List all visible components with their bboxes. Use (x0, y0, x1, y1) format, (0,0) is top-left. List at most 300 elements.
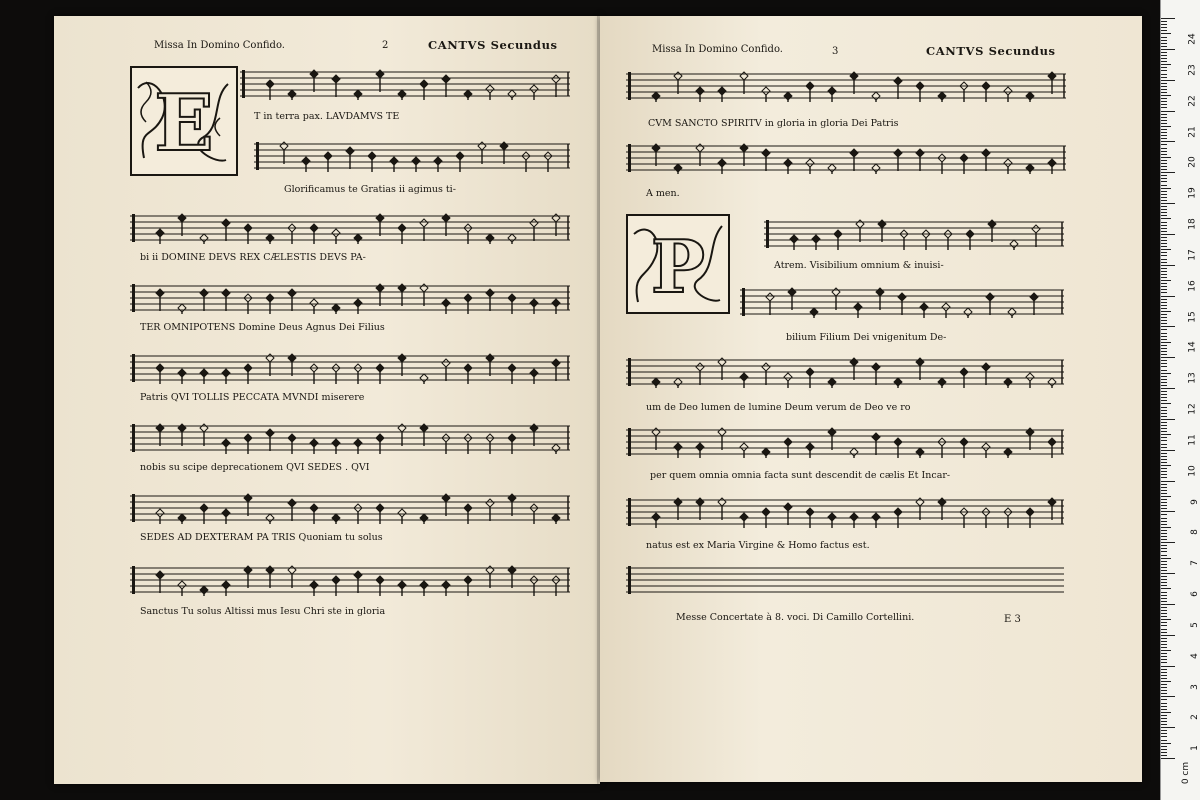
ruler-tick (1161, 148, 1167, 149)
left-page (54, 16, 600, 784)
note-mark (812, 235, 820, 250)
note-mark (310, 439, 318, 454)
note-mark (850, 513, 858, 528)
ruler-tick (1161, 403, 1171, 404)
lyric-line-2: Glorificamus te Gratias ii agimus ti- (284, 184, 456, 195)
ruler-tick (1161, 758, 1175, 759)
ruler-tick (1161, 604, 1175, 605)
note-mark (718, 159, 726, 174)
ruler-tick (1161, 592, 1167, 593)
clef-mark (628, 358, 631, 386)
note-mark (740, 513, 748, 528)
ruler-tick (1161, 625, 1167, 626)
ruler-tick (1161, 462, 1167, 463)
note-mark (420, 514, 428, 524)
ruler-tick (1161, 246, 1167, 247)
note-mark (806, 159, 814, 174)
ruler-tick (1161, 360, 1167, 361)
ruler-tick (1161, 709, 1167, 710)
ruler-tick (1161, 706, 1167, 707)
ruler-tick (1161, 690, 1167, 691)
ruler-tick (1161, 292, 1167, 293)
staff-2 (254, 140, 570, 172)
ruler-tick (1161, 64, 1171, 65)
ruler-tick (1161, 693, 1167, 694)
note-mark (916, 498, 924, 520)
staff-3 (130, 212, 570, 244)
ruler-tick (1161, 209, 1167, 210)
ruler-tick (1161, 394, 1167, 395)
ruler-number: 14 (1187, 341, 1198, 354)
ruler-tick (1161, 419, 1175, 420)
ruler-tick (1161, 573, 1175, 574)
ruler-tick (1161, 329, 1167, 330)
ruler-tick (1161, 407, 1167, 408)
note-mark (784, 159, 792, 174)
note-mark (740, 144, 748, 166)
note-mark (508, 234, 516, 244)
note-mark (464, 90, 472, 100)
ruler-tick (1161, 203, 1175, 204)
note-mark (828, 428, 836, 450)
ruler-tick (1161, 129, 1167, 130)
note-mark (178, 424, 186, 446)
ruler-tick (1161, 357, 1175, 358)
ruler-tick (1161, 468, 1167, 469)
note-mark (530, 424, 538, 446)
ruler-tick (1161, 317, 1167, 318)
note-mark (762, 149, 770, 171)
ruler-tick (1161, 225, 1167, 226)
lyric-line-r3: Atrem. Visibilium omnium & inuisi- (774, 260, 944, 271)
ruler-tick (1161, 70, 1167, 71)
ruler-tick (1161, 413, 1167, 414)
note-mark (398, 509, 406, 524)
ruler-tick (1161, 474, 1167, 475)
ruler-tick (1161, 548, 1167, 549)
signature-mark: E 3 (1004, 614, 1021, 625)
ruler-tick (1161, 555, 1167, 556)
note-mark (942, 303, 950, 318)
note-mark (938, 378, 946, 388)
left-header-part: CANTVS Secundus (428, 38, 558, 52)
ruler-tick (1161, 376, 1167, 377)
lyric-line-8: Sanctus Tu solus Altissi mus Iesu Chri ste in gloria (140, 606, 386, 617)
note-mark (718, 428, 726, 450)
note-mark (354, 571, 362, 593)
note-mark (872, 433, 880, 455)
ruler-tick (1161, 206, 1167, 207)
ruler-tick (1161, 237, 1167, 238)
note-mark (652, 92, 660, 102)
ruler-tick (1161, 255, 1167, 256)
ruler-tick (1161, 629, 1167, 630)
ruler-tick (1161, 259, 1167, 260)
ruler-tick (1161, 703, 1167, 704)
note-mark (1004, 448, 1012, 458)
ruler-tick (1161, 178, 1167, 179)
ruler-tick (1161, 712, 1171, 713)
note-mark (376, 70, 384, 92)
ruler-tick (1161, 397, 1167, 398)
ornament-icon (132, 68, 236, 174)
ruler-tick (1161, 40, 1167, 41)
note-mark (1026, 164, 1034, 174)
ruler-number: 11 (1187, 434, 1198, 446)
ruler-tick (1161, 197, 1167, 198)
note-mark (376, 284, 384, 306)
ruler-tick (1161, 379, 1167, 380)
ruler-tick (1161, 289, 1167, 290)
ruler-tick (1161, 382, 1167, 383)
ruler-tick (1161, 496, 1171, 497)
note-mark (266, 234, 274, 244)
note-mark (696, 443, 704, 458)
clef-mark (132, 424, 135, 452)
note-mark (850, 72, 858, 94)
ruler-tick (1161, 613, 1167, 614)
note-mark (442, 299, 450, 314)
note-mark (982, 149, 990, 171)
note-mark (178, 369, 186, 384)
note-mark (806, 443, 814, 458)
note-mark (718, 358, 726, 380)
note-mark (442, 214, 450, 236)
note-mark (784, 92, 792, 102)
note-mark (986, 293, 994, 315)
note-mark (434, 157, 442, 172)
clef-mark (242, 70, 245, 98)
ruler-tick (1161, 416, 1167, 417)
ruler-tick (1161, 632, 1167, 633)
note-mark (718, 498, 726, 520)
ruler-tick (1161, 527, 1171, 528)
ruler-tick (1161, 348, 1167, 349)
ruler-tick (1161, 86, 1167, 87)
staff-r1 (626, 70, 1066, 102)
lyric-line-4: TER OMNIPOTENS Domine Deus Agnus Dei Filius (140, 322, 385, 333)
ruler-tick (1161, 302, 1167, 303)
ruler-tick (1161, 27, 1167, 28)
ruler-tick (1161, 277, 1167, 278)
ruler-tick (1161, 243, 1167, 244)
note-mark (784, 373, 792, 388)
note-mark (486, 566, 494, 588)
ruler-unit: 0 cm (1180, 761, 1191, 785)
note-mark (222, 581, 230, 596)
lyric-line-1: T in terra pax. LAVDAMVS TE (254, 111, 400, 122)
ruler-tick (1161, 736, 1167, 737)
decorated-initial-p (626, 214, 730, 314)
lyric-line-5: Patris QVI TOLLIS PECCATA MVNDI miserere (140, 392, 365, 403)
note-mark (244, 494, 252, 516)
note-mark (696, 87, 704, 102)
ruler-tick (1161, 342, 1171, 343)
ruler-tick (1161, 320, 1167, 321)
ruler-number: 3 (1190, 683, 1200, 690)
ruler-tick (1161, 144, 1167, 145)
note-mark (200, 289, 208, 311)
ruler-tick (1161, 24, 1167, 25)
ruler-tick (1161, 656, 1167, 657)
ruler-tick (1161, 222, 1167, 223)
note-mark (832, 288, 840, 310)
note-mark (178, 214, 186, 236)
clef-mark (766, 220, 769, 248)
ruler-tick (1161, 212, 1167, 213)
left-page-number: 2 (382, 40, 389, 51)
clef-mark (132, 494, 135, 522)
decorated-initial-e (130, 66, 238, 176)
ruler-tick (1161, 453, 1167, 454)
svg-text:P: P (650, 224, 706, 309)
ruler-tick (1161, 228, 1167, 229)
ruler-number: 13 (1187, 372, 1198, 384)
lyric-line-r1: CVM SANCTO SPIRITV in gloria in gloria Dei Patris (648, 118, 899, 129)
note-mark (420, 374, 428, 384)
staff-r5 (626, 356, 1064, 388)
note-mark (354, 439, 362, 454)
ornament-icon (628, 216, 728, 312)
ruler-tick (1161, 582, 1167, 583)
ruler-tick (1161, 681, 1171, 682)
ruler-tick (1161, 551, 1167, 552)
note-mark (442, 494, 450, 516)
ruler-tick (1161, 172, 1175, 173)
ruler-tick (1161, 521, 1167, 522)
note-mark (652, 428, 660, 450)
note-mark (442, 581, 450, 596)
note-mark (354, 299, 362, 314)
note-mark (894, 378, 902, 388)
note-mark (718, 87, 726, 102)
note-mark (674, 164, 682, 174)
ruler-tick (1161, 185, 1167, 186)
ruler-tick (1161, 616, 1167, 617)
ruler-tick (1161, 440, 1167, 441)
ruler-tick (1161, 391, 1167, 392)
note-mark (178, 514, 186, 524)
staff-5 (130, 352, 570, 384)
ruler-tick (1161, 46, 1167, 47)
ruler-tick (1161, 385, 1167, 386)
clef-mark (628, 72, 631, 100)
ruler-tick (1161, 111, 1175, 112)
note-mark (1048, 159, 1056, 174)
ruler-tick (1161, 55, 1167, 56)
ruler-tick (1161, 502, 1167, 503)
note-mark (1048, 498, 1056, 520)
note-mark (266, 514, 274, 524)
note-mark (266, 566, 274, 588)
note-mark (1026, 428, 1034, 450)
note-mark (552, 299, 560, 314)
ruler-tick (1161, 755, 1167, 756)
note-mark (178, 581, 186, 596)
ruler-tick (1161, 431, 1167, 432)
ruler-tick (1161, 524, 1167, 525)
ruler-tick (1161, 539, 1167, 540)
clef-mark (132, 566, 135, 594)
ruler-tick (1161, 52, 1167, 53)
ruler-tick (1161, 465, 1171, 466)
note-mark (222, 289, 230, 311)
ruler-tick (1161, 326, 1175, 327)
ruler-number: 12 (1187, 403, 1198, 415)
note-mark (790, 235, 798, 250)
ruler-tick (1161, 30, 1167, 31)
ruler-tick (1161, 123, 1167, 124)
note-mark (876, 288, 884, 310)
note-mark (696, 498, 704, 520)
note-mark (222, 369, 230, 384)
ruler-tick (1161, 280, 1171, 281)
note-mark (872, 164, 880, 174)
ruler-tick (1161, 721, 1167, 722)
ruler-tick (1161, 83, 1167, 84)
ruler-tick (1161, 49, 1175, 50)
note-mark (398, 90, 406, 100)
note-mark (916, 358, 924, 380)
ruler-tick (1161, 450, 1175, 451)
note-mark (420, 581, 428, 596)
ruler-tick (1161, 669, 1167, 670)
note-mark (500, 142, 508, 164)
ruler-tick (1161, 181, 1167, 182)
ruler-tick (1161, 530, 1167, 531)
ruler-tick (1161, 200, 1167, 201)
note-mark (1026, 92, 1034, 102)
note-mark (376, 214, 384, 236)
note-mark (1004, 159, 1012, 174)
ruler-number: 6 (1190, 591, 1200, 597)
left-header-title: Missa In Domino Confido. (154, 40, 285, 51)
ruler-number: 22 (1187, 94, 1198, 107)
clef-mark (628, 566, 631, 594)
ruler-number: 9 (1190, 498, 1200, 505)
ruler-tick (1161, 299, 1167, 300)
note-mark (244, 566, 252, 588)
note-mark (398, 424, 406, 446)
ruler-tick (1161, 422, 1167, 423)
note-mark (898, 293, 906, 315)
ruler-tick (1161, 21, 1167, 22)
clef-mark (742, 288, 745, 316)
ruler-tick (1161, 595, 1167, 596)
ruler-tick (1161, 336, 1167, 337)
ruler-tick (1161, 514, 1167, 515)
ruler-tick (1161, 104, 1167, 105)
ruler-tick (1161, 169, 1167, 170)
ruler-tick (1161, 400, 1167, 401)
staff-4 (130, 282, 570, 314)
note-mark (200, 586, 208, 596)
note-mark (1048, 72, 1056, 94)
note-mark (1008, 308, 1016, 318)
ruler-tick (1161, 499, 1167, 500)
colophon: Messe Concertate à 8. voci. Di Camillo Cortellini. (676, 612, 915, 623)
ruler-tick (1161, 622, 1167, 623)
ruler-tick (1161, 339, 1167, 340)
ruler-number: 20 (1187, 156, 1198, 169)
ruler-tick (1161, 410, 1167, 411)
note-mark (894, 149, 902, 171)
ruler-tick (1161, 508, 1167, 509)
ruler-tick (1161, 743, 1171, 744)
note-mark (740, 373, 748, 388)
ruler-tick (1161, 687, 1167, 688)
note-mark (784, 503, 792, 525)
ruler-tick (1161, 265, 1175, 266)
ruler-number: 5 (1190, 621, 1200, 628)
ruler-tick (1161, 570, 1167, 571)
note-mark (878, 220, 886, 242)
lyric-line-6: nobis su scipe deprecationem QVI SEDES . QVI (140, 462, 370, 473)
ruler-tick (1161, 675, 1167, 676)
note-mark (674, 443, 682, 458)
ruler-tick (1161, 635, 1175, 636)
ruler-tick (1161, 644, 1167, 645)
ruler-number: 10 (1187, 464, 1198, 477)
ruler-tick (1161, 447, 1167, 448)
note-mark (288, 499, 296, 521)
ruler-number: 18 (1187, 218, 1198, 230)
ruler-tick (1161, 610, 1167, 611)
ruler-tick (1161, 37, 1167, 38)
ruler-tick (1161, 98, 1167, 99)
note-mark (332, 75, 340, 97)
note-mark (390, 157, 398, 172)
note-mark (938, 498, 946, 520)
lyric-line-r4: bilium Filium Dei vnigenitum De- (786, 332, 947, 343)
ruler-tick (1161, 434, 1171, 435)
clef-mark (628, 498, 631, 526)
ruler-tick (1161, 308, 1167, 309)
ruler-tick (1161, 484, 1167, 485)
ruler-tick (1161, 696, 1175, 697)
ruler-tick (1161, 61, 1167, 62)
lyric-line-r5: um de Deo lumen de lumine Deum verum de Deo ve ro (646, 402, 911, 413)
ruler-tick (1161, 231, 1167, 232)
note-mark (552, 444, 560, 454)
note-mark (872, 92, 880, 102)
ruler-tick (1161, 542, 1175, 543)
ruler-number: 15 (1187, 310, 1198, 323)
right-page (600, 16, 1142, 782)
lyric-line-r6: per quem omnia omnia facta sunt descendit de cælis Et Incar- (650, 470, 951, 481)
ruler-tick (1161, 490, 1167, 491)
staff-r8-empty (626, 564, 1064, 596)
ruler-tick (1161, 18, 1175, 19)
ruler-tick (1161, 271, 1167, 272)
ruler-tick (1161, 699, 1167, 700)
note-mark (508, 90, 516, 100)
ruler-tick (1161, 191, 1167, 192)
note-mark (200, 369, 208, 384)
ruler-tick (1161, 444, 1167, 445)
ruler-tick (1161, 607, 1167, 608)
note-mark (266, 429, 274, 451)
ruler-tick (1161, 533, 1167, 534)
clef-mark (132, 354, 135, 382)
right-header-part: CANTVS Secundus (926, 44, 1056, 58)
note-mark (266, 354, 274, 376)
note-mark (156, 509, 164, 524)
note-mark (850, 149, 858, 171)
note-mark (420, 284, 428, 306)
note-mark (200, 424, 208, 446)
ruler-tick (1161, 268, 1167, 269)
